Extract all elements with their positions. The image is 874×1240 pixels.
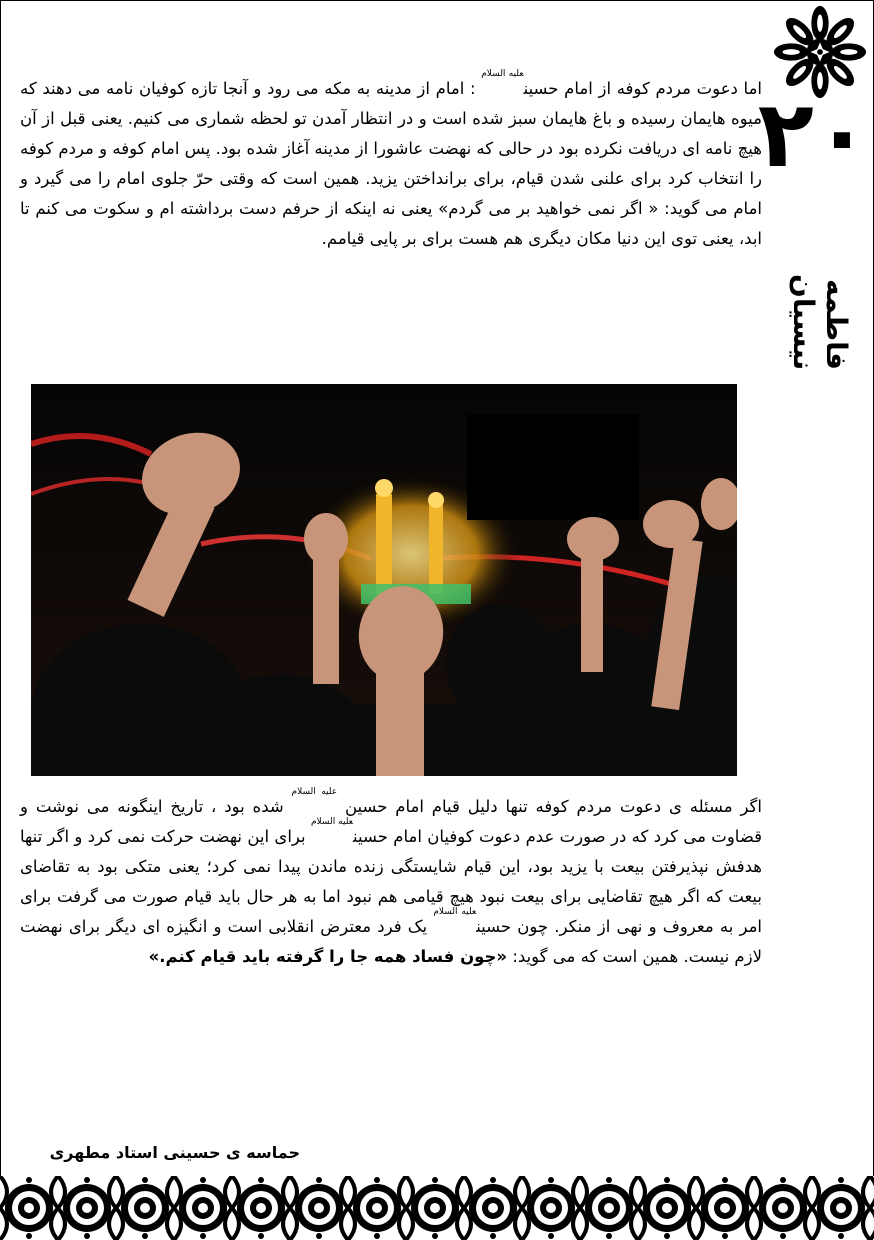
paragraph-2: اگر مسئله ی دعوت مردم کوفه تنها دلیل قیام امام حسین $^{علیه السلام}$ شده بود ، تاریخ اینگونه می نوشت و قضاوت می کرد که در صورت عدم دعوت کوفیان امام حسین$^{علیه السلام}$ برای این نهضت حرکت نمی کرد و اگر تنها هدفش نپذیرفتن بیعت با یزید بود، این قیام شایستگی زنده ماندن پیدا نمی کرد؛ یعنی متکی بود به تقاضای بیعت که اگر هیچ تقاضایی برای بیعت نبود هیچ قیامی هم نبود اما به هر حال باید قیام صورت می گرفت برای امر به معروف و نهی از منکر. چون حسین$^{علیه السلام}$ یک فرد معترض انقلابی است و انگیزه ای دیگر برای نهضت لازم نیست. همین است که می گوید: «چون فساد همه جا را گرفته باید قیام کنم.» xyxy=(20,787,763,966)
quote-text: «چون فساد همه جا را گرفته باید قیام کنم.» xyxy=(148,947,508,966)
paragraph-1: اما دعوت مردم کوفه از امام حسین$^{علیه السلام}$ : امام از مدینه به مکه می رود و آنجا تازه کوفیان نامه می دهند که میوه هایمان رسیده و باغ هایمان سبز شده است و در انتظار آمدن تو لحظه شماری می کنیم. یعنی قبل از آن هیچ نامه ای دریافت نکرده بود در حالی که نهضت عاشورا از مدینه آغاز شده بود. پس امام کوفه و مردم کوفه را انتخاب کرد برای علنی شدن قیام، برای برانداختن یزید. همین است که وقتی حرّ جلوی امام را می گیرد و امام می گوید: « اگر نمی خواهید بر می گردم» یعنی نه اینکه از حرفم دست برداشته ام و سکوت می کنم تا ابد، یعنی توی این دنیا مکان دیگری هم هست برای بر پایی قیامم. xyxy=(20,69,763,248)
page-number: ۲۰ xyxy=(757,81,870,188)
crowd-shrine-photo xyxy=(31,384,737,776)
source-citation: حماسه ی حسینی استاد مطهری xyxy=(49,1143,300,1162)
author-name: فاطمه نیسیان xyxy=(787,273,853,370)
ornamental-border-icon xyxy=(0,1176,874,1240)
